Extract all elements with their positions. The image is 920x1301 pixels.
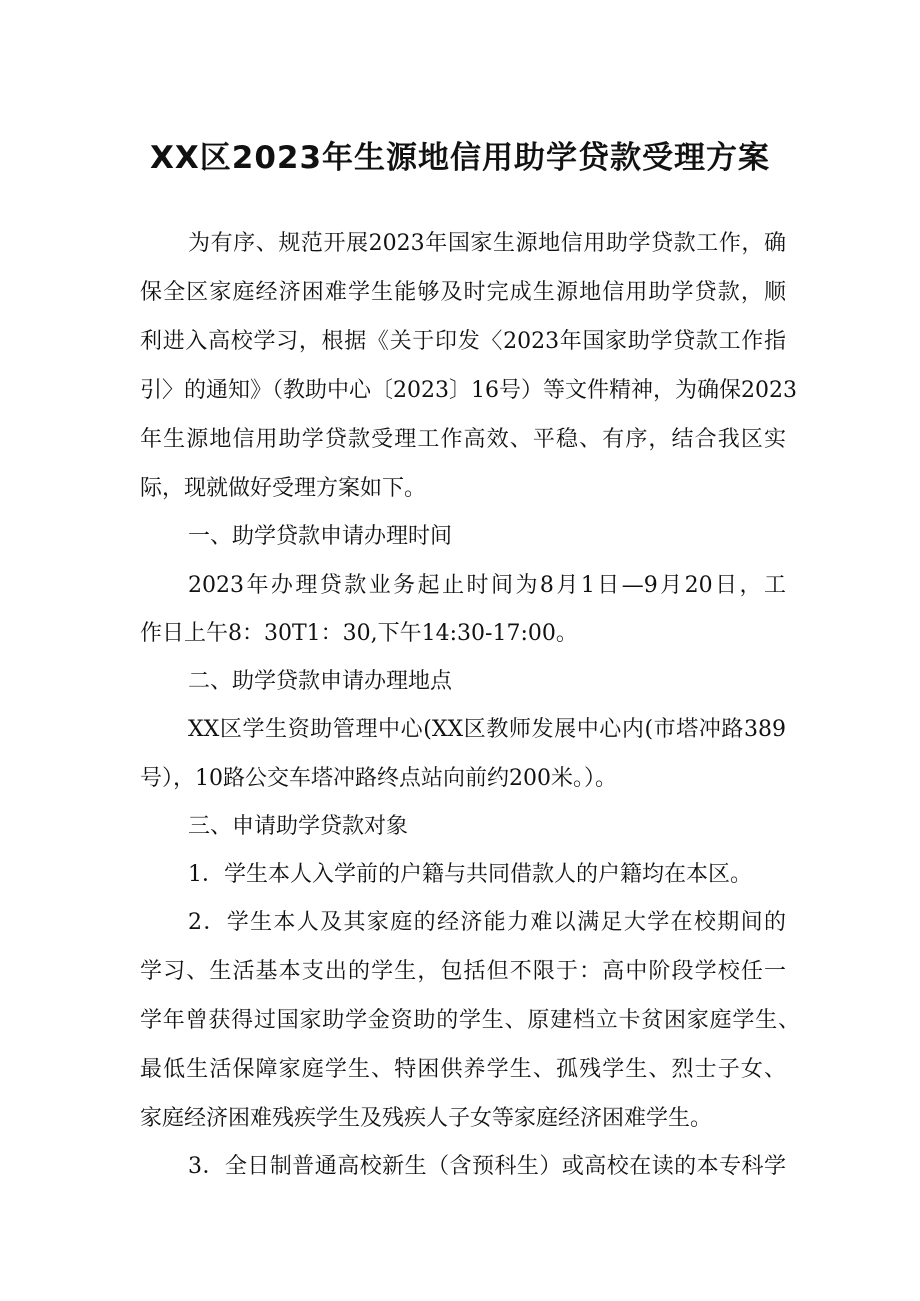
paragraph-line xyxy=(0,1004,920,1038)
paragraph-line xyxy=(0,713,920,747)
document-title: XX区2023年生源地信用助学贷款受理方案 xyxy=(149,140,771,176)
paragraph-line xyxy=(0,472,920,506)
paragraph-line xyxy=(0,227,920,261)
line-text: 年生源地信用助学贷款受理工作高效、平稳、有序，结合我区实 xyxy=(140,427,786,452)
line-text: 利进入高校学习，根据《关于印发〈2023年国家助学贷款工作指 xyxy=(140,329,786,354)
line-text: 1．学生本人入学前的户籍与共同借款人的户籍均在本区。 xyxy=(188,862,752,887)
heading-text: 一、助学贷款申请办理时间 xyxy=(188,524,453,549)
line-text: 保全区家庭经济困难学生能够及时完成生源地信用助学贷款，顺 xyxy=(140,280,786,305)
line-text: 为有序、规范开展2023年国家生源地信用助学贷款工作，确 xyxy=(188,231,786,256)
paragraph-line xyxy=(0,325,920,359)
paragraph-line xyxy=(0,374,920,408)
paragraph-line xyxy=(0,1150,920,1184)
section-heading xyxy=(0,665,920,699)
line-text: XX区学生资助管理中心(XX区教师发展中心内(市塔冲路389 xyxy=(188,717,786,742)
paragraph-line xyxy=(0,955,920,989)
paragraph-line xyxy=(0,617,920,651)
line-text: 最低生活保障家庭学生、特困供养学生、孤残学生、烈士子女、 xyxy=(140,1057,786,1082)
paragraph-line xyxy=(0,423,920,457)
line-text: 作日上午8：30T1：30,下午14:30-17:00。 xyxy=(140,621,578,646)
paragraph-line xyxy=(0,276,920,310)
paragraph-line xyxy=(0,762,920,796)
line-text: 引〉的通知》（教助中心〔2023〕16号）等文件精神，为确保2023 xyxy=(140,378,797,403)
line-text: 2023年办理贷款业务起止时间为8月1日—9月20日，工 xyxy=(188,573,786,598)
line-text: 际，现就做好受理方案如下。 xyxy=(140,476,427,501)
paragraph-line xyxy=(0,1053,920,1087)
line-text: 3．全日制普通高校新生（含预科生）或高校在读的本专科学 xyxy=(188,1154,786,1179)
heading-text: 三、申请助学贷款对象 xyxy=(188,814,409,839)
paragraph-line xyxy=(0,569,920,603)
heading-text: 二、助学贷款申请办理地点 xyxy=(188,669,453,694)
line-text: 2．学生本人及其家庭的经济能力难以满足大学在校期间的 xyxy=(188,910,786,935)
paragraph-line xyxy=(0,858,920,892)
section-heading xyxy=(0,810,920,844)
line-text: 学习、生活基本支出的学生，包括但不限于：高中阶段学校任一 xyxy=(140,959,786,984)
paragraph-line xyxy=(0,1102,920,1136)
paragraph-line xyxy=(0,906,920,940)
line-text: 学年曾获得过国家助学金资助的学生、原建档立卡贫困家庭学生、 xyxy=(140,1008,800,1033)
section-heading xyxy=(0,520,920,554)
line-text: 号），10路公交车塔冲路终点站向前约200米。）。 xyxy=(140,766,617,791)
line-text: 家庭经济困难残疾学生及残疾人子女等家庭经济困难学生。 xyxy=(140,1106,713,1131)
